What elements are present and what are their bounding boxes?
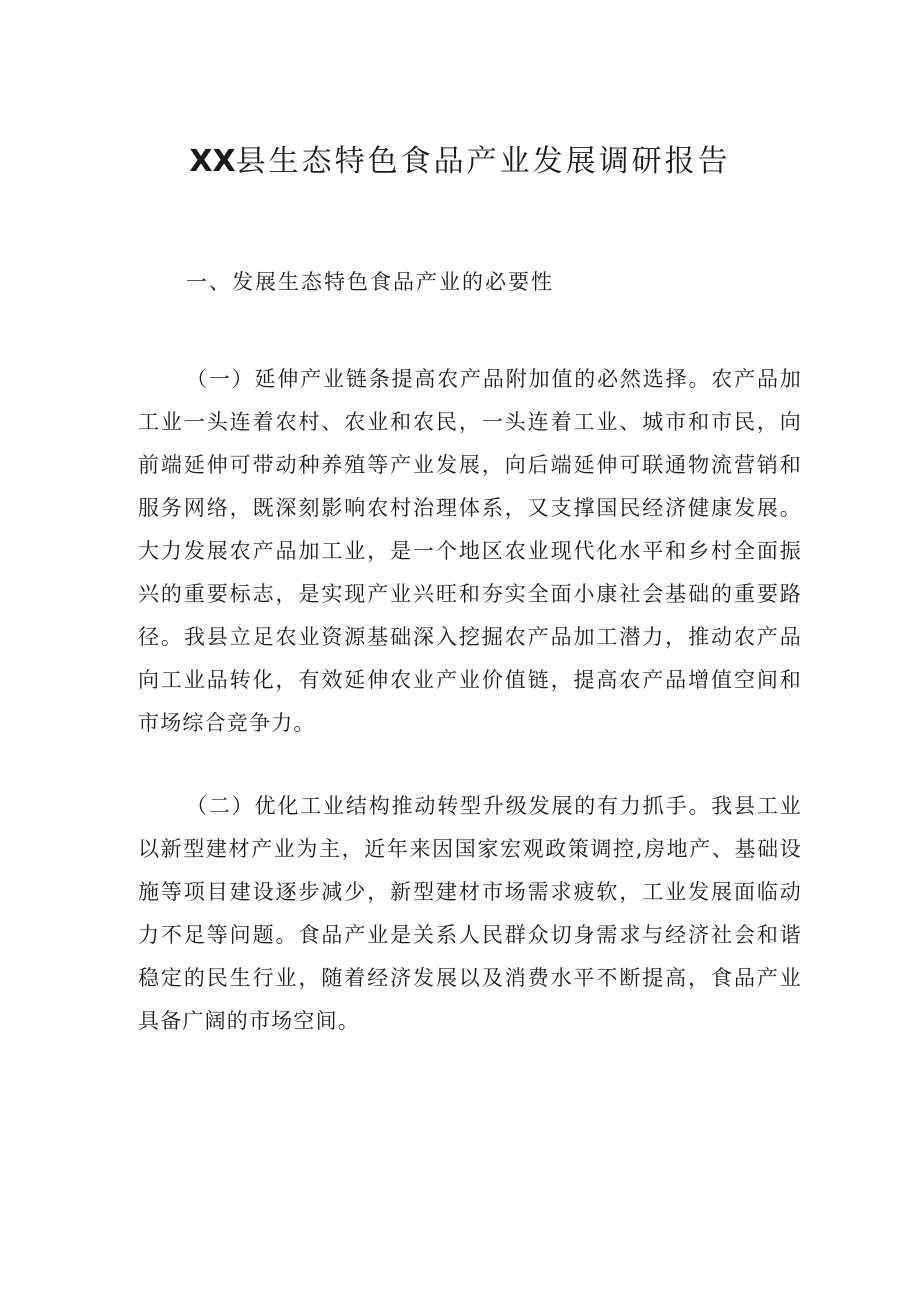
title-text: 县生态特色食品产业发展调研报告 bbox=[235, 144, 731, 179]
paragraph-2: （二）优化工业结构推动转型升级发展的有力抓手。我县工业以新型建材产业为主，近年来因国家宏观政策调控,房地产、基础设施等项目建设逐步减少，新型建材市场需求疲软，工业发展面临动力不足等问题。食品产业是关系人民群众切身需求与经济社会和谐稳定的民生行业，随着经济发展以及消费水平不断提高，食品产业具备广阔的市场空间。 bbox=[138, 794, 802, 1033]
section-heading: 一、发展生态特色食品产业的必要性 bbox=[186, 270, 554, 294]
document-title bbox=[0, 140, 920, 184]
title-prefix: XX bbox=[189, 144, 236, 179]
paragraph-1: （一）延伸产业链条提高农产品附加值的必然选择。农产品加工业一头连着农村、农业和农民，一头连着工业、城市和市民，向前端延伸可带动种养殖等产业发展，向后端延伸可联通物流营销和服务网络，既深刻影响农村治理体系，又支撑国民经济健康发展。大力发展农产品加工业，是一个地区农业现代化水平和乡村全面振兴的重要标志，是实现产业兴旺和夯实全面小康社会基础的重要路径。我县立足农业资源基础深入挖掘农产品加工潜力，推动农产品向工业品转化，有效延伸农业产业价值链，提高农产品增值空间和市场综合竞争力。 bbox=[138, 367, 802, 735]
